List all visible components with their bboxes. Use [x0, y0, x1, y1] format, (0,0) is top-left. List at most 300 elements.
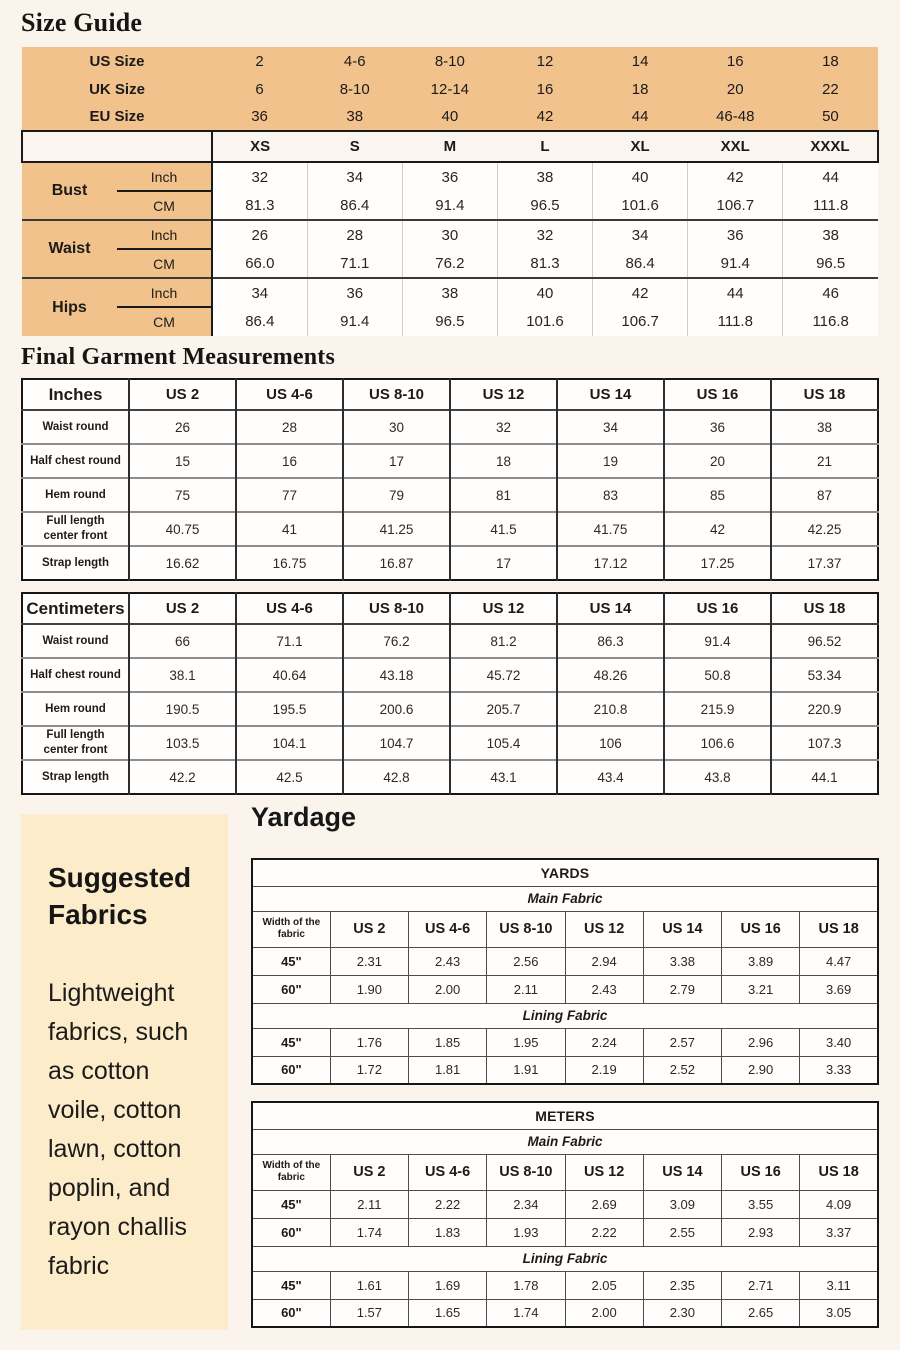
- yardage-table: [251, 858, 879, 1085]
- garment-row: [22, 478, 878, 512]
- unit-header: Inches: [48, 384, 103, 404]
- measure-value: 34: [307, 162, 402, 191]
- size-value: 12: [497, 47, 592, 75]
- measurement-value: 32: [450, 410, 557, 444]
- yardage-unit-band: [252, 1102, 878, 1129]
- unit-band-label: YARDS: [252, 859, 878, 886]
- measure-value: 36: [307, 278, 402, 307]
- unit-header: Centimeters: [26, 598, 125, 618]
- measure-group-label: Waist: [22, 220, 117, 278]
- size-value: 18: [593, 75, 688, 103]
- fabric-section-row: [252, 1246, 878, 1271]
- yardage-value: 1.69: [409, 1271, 487, 1299]
- measure-value: 66.0: [212, 249, 307, 278]
- yardage-value: 3.69: [800, 975, 878, 1003]
- yardage-value: 2.52: [643, 1056, 721, 1084]
- yardage-value: 1.74: [487, 1299, 565, 1327]
- measurement-value: 36: [664, 410, 771, 444]
- measure-value: 111.8: [688, 307, 783, 336]
- measurement-value: 50.8: [664, 658, 771, 692]
- letters-spacer: [22, 131, 212, 162]
- measure-value: 81.3: [212, 191, 307, 220]
- size-column-header: US 4-6: [236, 593, 343, 624]
- measurement-label: Strap length: [22, 546, 129, 580]
- garment-table: [21, 378, 879, 581]
- yardage-unit-band: [252, 859, 878, 886]
- measurement-value: 86.3: [557, 624, 664, 658]
- yardage-value: 2.93: [722, 1218, 800, 1246]
- yardage-value: 1.83: [409, 1218, 487, 1246]
- yardage-value: 2.94: [565, 947, 643, 975]
- measure-value: 71.1: [307, 249, 402, 278]
- garment-row: [22, 760, 878, 794]
- measure-value: 42: [688, 162, 783, 191]
- body-measure-row-cm: [22, 307, 878, 336]
- suggested-fabrics-body: Lightweight fabrics, such as cotton voile, cotton lawn, cotton poplin, and rayon challis fabric: [48, 978, 189, 1280]
- measurement-value: 38.1: [129, 658, 236, 692]
- size-column-header: US 12: [565, 911, 643, 947]
- size-column-header: US 16: [722, 911, 800, 947]
- size-column-header: US 18: [800, 1154, 878, 1190]
- measurement-value: 85: [664, 478, 771, 512]
- measure-group-label: Hips: [22, 278, 117, 336]
- measurement-value: 16.62: [129, 546, 236, 580]
- measure-value: 36: [402, 162, 497, 191]
- yardage-value: 2.00: [409, 975, 487, 1003]
- measurement-value: 30: [343, 410, 450, 444]
- measurement-value: 103.5: [129, 726, 236, 760]
- garment-row: [22, 624, 878, 658]
- measure-value: 91.4: [688, 249, 783, 278]
- size-system-label: UK Size: [22, 75, 212, 103]
- yardage-row: [252, 1271, 878, 1299]
- measurement-value: 215.9: [664, 692, 771, 726]
- measurement-label: Strap length: [22, 760, 129, 794]
- yardage-value: 2.69: [565, 1190, 643, 1218]
- size-value: 20: [688, 75, 783, 103]
- measurement-value: 53.34: [771, 658, 878, 692]
- yardage-value: 3.37: [800, 1218, 878, 1246]
- measurement-value: 17.25: [664, 546, 771, 580]
- size-value: 16: [688, 47, 783, 75]
- size-conversion-row: [22, 75, 878, 103]
- size-column-header: US 14: [643, 1154, 721, 1190]
- yardage-table-meters-wrap: [251, 1101, 879, 1328]
- size-column-header: US 4-6: [409, 1154, 487, 1190]
- measure-value: 44: [688, 278, 783, 307]
- measurement-value: 16: [236, 444, 343, 478]
- fabric-width-label: 60": [252, 1299, 330, 1327]
- yardage-value: 3.05: [800, 1299, 878, 1327]
- fabric-width-label: 45": [252, 1271, 330, 1299]
- garment-table-centimeters-wrap: [21, 592, 879, 795]
- measurement-label: Waist round: [22, 410, 129, 444]
- size-conversion-row: [22, 47, 878, 75]
- measure-value: 86.4: [212, 307, 307, 336]
- measure-value: 91.4: [307, 307, 402, 336]
- yardage-title: Yardage: [251, 802, 357, 832]
- fabric-width-label: 60": [252, 1218, 330, 1246]
- measure-value: 116.8: [783, 307, 878, 336]
- measurement-value: 106: [557, 726, 664, 760]
- letter-size: XL: [593, 131, 688, 162]
- fabric-section-row: [252, 1129, 878, 1154]
- measure-value: 106.7: [593, 307, 688, 336]
- measurement-value: 16.87: [343, 546, 450, 580]
- measure-value: 76.2: [402, 249, 497, 278]
- fabric-section-row: [252, 886, 878, 911]
- size-system-label: EU Size: [22, 103, 212, 131]
- measurement-value: 17: [343, 444, 450, 478]
- body-measure-row-inch: [22, 220, 878, 249]
- yardage-value: 2.90: [722, 1056, 800, 1084]
- yardage-value: 4.09: [800, 1190, 878, 1218]
- yardage-value: 2.56: [487, 947, 565, 975]
- measurement-value: 42.8: [343, 760, 450, 794]
- measurement-label: Hem round: [22, 692, 129, 726]
- measure-value: 36: [688, 220, 783, 249]
- measure-value: 38: [783, 220, 878, 249]
- measurement-value: 205.7: [450, 692, 557, 726]
- measurement-label: Waist round: [22, 624, 129, 658]
- measurement-value: 91.4: [664, 624, 771, 658]
- letter-sizes-row: [22, 131, 878, 162]
- yardage-value: 2.65: [722, 1299, 800, 1327]
- yardage-value: 1.57: [330, 1299, 408, 1327]
- suggested-fabrics-panel: [21, 814, 228, 1330]
- measurement-value: 77: [236, 478, 343, 512]
- measure-value: 86.4: [307, 191, 402, 220]
- measure-value: 96.5: [497, 191, 592, 220]
- size-column-header: US 16: [722, 1154, 800, 1190]
- yardage-table-yards-wrap: [251, 858, 879, 1085]
- yardage-row: [252, 975, 878, 1003]
- yardage-header-row: [252, 911, 878, 947]
- measurement-value: 43.1: [450, 760, 557, 794]
- body-measure-row-cm: [22, 191, 878, 220]
- measurement-value: 34: [557, 410, 664, 444]
- measurement-value: 104.1: [236, 726, 343, 760]
- unit-label-cm: CM: [117, 191, 212, 220]
- size-column-header: US 16: [664, 379, 771, 410]
- measurement-value: 71.1: [236, 624, 343, 658]
- measurement-value: 40.75: [129, 512, 236, 546]
- measure-value: 30: [402, 220, 497, 249]
- yardage-value: 3.89: [722, 947, 800, 975]
- measure-value: 42: [593, 278, 688, 307]
- measurement-value: 81.2: [450, 624, 557, 658]
- measurement-value: 75: [129, 478, 236, 512]
- measure-value: 44: [783, 162, 878, 191]
- measure-value: 34: [212, 278, 307, 307]
- yardage-value: 2.35: [643, 1271, 721, 1299]
- fabric-width-label: 45": [252, 1190, 330, 1218]
- measurement-value: 96.52: [771, 624, 878, 658]
- body-measure-row-inch: [22, 162, 878, 191]
- measurement-label: Half chest round: [22, 444, 129, 478]
- letter-size: M: [402, 131, 497, 162]
- measurement-value: 190.5: [129, 692, 236, 726]
- yardage-value: 2.55: [643, 1218, 721, 1246]
- unit-label-inch: Inch: [117, 220, 212, 249]
- measurement-value: 200.6: [343, 692, 450, 726]
- measure-value: 34: [593, 220, 688, 249]
- measure-value: 111.8: [783, 191, 878, 220]
- size-column-header: US 4-6: [236, 379, 343, 410]
- size-conversion-table: [21, 47, 879, 336]
- fabric-section-row: [252, 1003, 878, 1028]
- measurement-value: 66: [129, 624, 236, 658]
- yardage-value: 1.93: [487, 1218, 565, 1246]
- fabric-width-label: 45": [252, 947, 330, 975]
- unit-label-cm: CM: [117, 307, 212, 336]
- measurement-value: 87: [771, 478, 878, 512]
- yardage-value: 1.91: [487, 1056, 565, 1084]
- size-value: 46-48: [688, 103, 783, 131]
- measure-value: 40: [593, 162, 688, 191]
- yardage-row: [252, 1218, 878, 1246]
- measurement-value: 15: [129, 444, 236, 478]
- measure-value: 91.4: [402, 191, 497, 220]
- yardage-value: 2.24: [565, 1028, 643, 1056]
- size-column-header: US 2: [129, 379, 236, 410]
- measurement-value: 28: [236, 410, 343, 444]
- garment-header-row: [22, 379, 878, 410]
- size-value: 44: [593, 103, 688, 131]
- garment-row: [22, 726, 878, 760]
- measure-value: 32: [497, 220, 592, 249]
- measurement-value: 195.5: [236, 692, 343, 726]
- garment-row: [22, 512, 878, 546]
- size-column-header: US 8-10: [343, 379, 450, 410]
- yardage-value: 2.11: [330, 1190, 408, 1218]
- unit-label-cm: CM: [117, 249, 212, 278]
- yardage-value: 3.55: [722, 1190, 800, 1218]
- size-value: 8-10: [307, 75, 402, 103]
- size-value: 36: [212, 103, 307, 131]
- measure-value: 86.4: [593, 249, 688, 278]
- measurement-value: 41.25: [343, 512, 450, 546]
- size-column-header: US 18: [771, 379, 878, 410]
- size-column-header: US 2: [330, 911, 408, 947]
- yardage-value: 2.31: [330, 947, 408, 975]
- body-measure-row-cm: [22, 249, 878, 278]
- measurement-value: 17.12: [557, 546, 664, 580]
- yardage-value: 3.40: [800, 1028, 878, 1056]
- yardage-value: 1.76: [330, 1028, 408, 1056]
- yardage-value: 2.22: [409, 1190, 487, 1218]
- measurement-value: 43.18: [343, 658, 450, 692]
- size-conversion-row: [22, 103, 878, 131]
- size-value: 6: [212, 75, 307, 103]
- yardage-value: 3.38: [643, 947, 721, 975]
- yardage-value: 1.95: [487, 1028, 565, 1056]
- measurement-value: 42: [664, 512, 771, 546]
- letter-size: XXXL: [783, 131, 878, 162]
- fabric-section-label: Lining Fabric: [252, 1003, 878, 1028]
- measure-value: 38: [402, 278, 497, 307]
- garment-header-row: [22, 593, 878, 624]
- yardage-value: 2.57: [643, 1028, 721, 1056]
- yardage-value: 3.11: [800, 1271, 878, 1299]
- garment-row: [22, 410, 878, 444]
- size-column-header: US 12: [450, 593, 557, 624]
- measurement-value: 42.25: [771, 512, 878, 546]
- unit-label-inch: Inch: [117, 278, 212, 307]
- fabric-width-label: 60": [252, 1056, 330, 1084]
- garment-row: [22, 546, 878, 580]
- measure-value: 46: [783, 278, 878, 307]
- fabric-section-label: Main Fabric: [252, 886, 878, 911]
- size-value: 14: [593, 47, 688, 75]
- measurement-value: 41.5: [450, 512, 557, 546]
- suggested-fabrics-title: Suggested Fabrics: [48, 862, 192, 930]
- measurement-label: Hem round: [22, 478, 129, 512]
- measurement-label: Full length center front: [22, 726, 129, 760]
- yardage-value: 1.85: [409, 1028, 487, 1056]
- size-column-header: US 8-10: [487, 911, 565, 947]
- yardage-value: 2.00: [565, 1299, 643, 1327]
- yardage-value: 3.09: [643, 1190, 721, 1218]
- measurement-value: 20: [664, 444, 771, 478]
- yardage-value: 2.34: [487, 1190, 565, 1218]
- measurement-value: 17: [450, 546, 557, 580]
- measure-value: 106.7: [688, 191, 783, 220]
- measure-value: 81.3: [497, 249, 592, 278]
- yardage-header-row: [252, 1154, 878, 1190]
- measurement-value: 48.26: [557, 658, 664, 692]
- yardage-value: 2.11: [487, 975, 565, 1003]
- size-column-header: US 8-10: [343, 593, 450, 624]
- measure-value: 101.6: [593, 191, 688, 220]
- size-value: 42: [497, 103, 592, 131]
- measurement-value: 38: [771, 410, 878, 444]
- measure-value: 96.5: [402, 307, 497, 336]
- measurement-value: 76.2: [343, 624, 450, 658]
- measurement-value: 107.3: [771, 726, 878, 760]
- size-column-header: US 2: [129, 593, 236, 624]
- measure-value: 40: [497, 278, 592, 307]
- size-column-header: US 18: [800, 911, 878, 947]
- letter-size: XXL: [688, 131, 783, 162]
- size-column-header: US 4-6: [409, 911, 487, 947]
- body-measure-row-inch: [22, 278, 878, 307]
- size-system-label: US Size: [22, 47, 212, 75]
- measurement-value: 19: [557, 444, 664, 478]
- measurement-value: 42.5: [236, 760, 343, 794]
- yardage-value: 2.19: [565, 1056, 643, 1084]
- yardage-value: 2.43: [409, 947, 487, 975]
- size-value: 12-14: [402, 75, 497, 103]
- yardage-value: 2.71: [722, 1271, 800, 1299]
- yardage-row: [252, 947, 878, 975]
- yardage-value: 3.21: [722, 975, 800, 1003]
- garment-table: [21, 592, 879, 795]
- measurement-value: 44.1: [771, 760, 878, 794]
- size-value: 50: [783, 103, 878, 131]
- yardage-table: [251, 1101, 879, 1328]
- size-guide-title: Size Guide: [21, 8, 143, 37]
- measure-value: 28: [307, 220, 402, 249]
- measurement-value: 210.8: [557, 692, 664, 726]
- yardage-value: 4.47: [800, 947, 878, 975]
- measurement-value: 41.75: [557, 512, 664, 546]
- measurement-value: 83: [557, 478, 664, 512]
- letter-size: S: [307, 131, 402, 162]
- measure-value: 32: [212, 162, 307, 191]
- width-of-fabric-label: Width of the fabric: [252, 911, 330, 947]
- yardage-row: [252, 1056, 878, 1084]
- unit-label-inch: Inch: [117, 162, 212, 191]
- garment-row: [22, 444, 878, 478]
- yardage-value: 2.22: [565, 1218, 643, 1246]
- measurement-value: 18: [450, 444, 557, 478]
- size-column-header: US 14: [557, 593, 664, 624]
- yardage-value: 1.78: [487, 1271, 565, 1299]
- measurement-value: 21: [771, 444, 878, 478]
- size-value: 18: [783, 47, 878, 75]
- size-value: 4-6: [307, 47, 402, 75]
- garment-table-inches-wrap: [21, 378, 879, 581]
- measurement-value: 43.8: [664, 760, 771, 794]
- size-value: 16: [497, 75, 592, 103]
- letter-size: XS: [212, 131, 307, 162]
- yardage-value: 2.30: [643, 1299, 721, 1327]
- measurement-value: 16.75: [236, 546, 343, 580]
- measure-value: 101.6: [497, 307, 592, 336]
- measurement-value: 17.37: [771, 546, 878, 580]
- size-column-header: US 14: [557, 379, 664, 410]
- letter-size: L: [497, 131, 592, 162]
- yardage-value: 2.96: [722, 1028, 800, 1056]
- measure-value: 26: [212, 220, 307, 249]
- size-column-header: US 8-10: [487, 1154, 565, 1190]
- yardage-row: [252, 1028, 878, 1056]
- size-column-header: US 12: [565, 1154, 643, 1190]
- size-column-header: US 2: [330, 1154, 408, 1190]
- size-column-header: US 16: [664, 593, 771, 624]
- yardage-value: 2.79: [643, 975, 721, 1003]
- measurement-value: 79: [343, 478, 450, 512]
- size-column-header: US 12: [450, 379, 557, 410]
- width-of-fabric-label: Width of the fabric: [252, 1154, 330, 1190]
- size-value: 22: [783, 75, 878, 103]
- measurement-value: 81: [450, 478, 557, 512]
- yardage-value: 2.05: [565, 1271, 643, 1299]
- measurement-value: 41: [236, 512, 343, 546]
- measurement-value: 106.6: [664, 726, 771, 760]
- measurement-value: 104.7: [343, 726, 450, 760]
- fabric-width-label: 60": [252, 975, 330, 1003]
- garment-measurements-title: Final Garment Measurements: [21, 344, 336, 370]
- measure-value: 96.5: [783, 249, 878, 278]
- yardage-value: 1.81: [409, 1056, 487, 1084]
- size-value: 2: [212, 47, 307, 75]
- yardage-value: 1.90: [330, 975, 408, 1003]
- measurement-value: 45.72: [450, 658, 557, 692]
- fabric-section-label: Main Fabric: [252, 1129, 878, 1154]
- garment-row: [22, 658, 878, 692]
- yardage-value: 2.43: [565, 975, 643, 1003]
- measurement-value: 26: [129, 410, 236, 444]
- garment-row: [22, 692, 878, 726]
- measurement-label: Half chest round: [22, 658, 129, 692]
- yardage-row: [252, 1299, 878, 1327]
- size-value: 38: [307, 103, 402, 131]
- measure-group-label: Bust: [22, 162, 117, 220]
- measurement-value: 43.4: [557, 760, 664, 794]
- size-value: 8-10: [402, 47, 497, 75]
